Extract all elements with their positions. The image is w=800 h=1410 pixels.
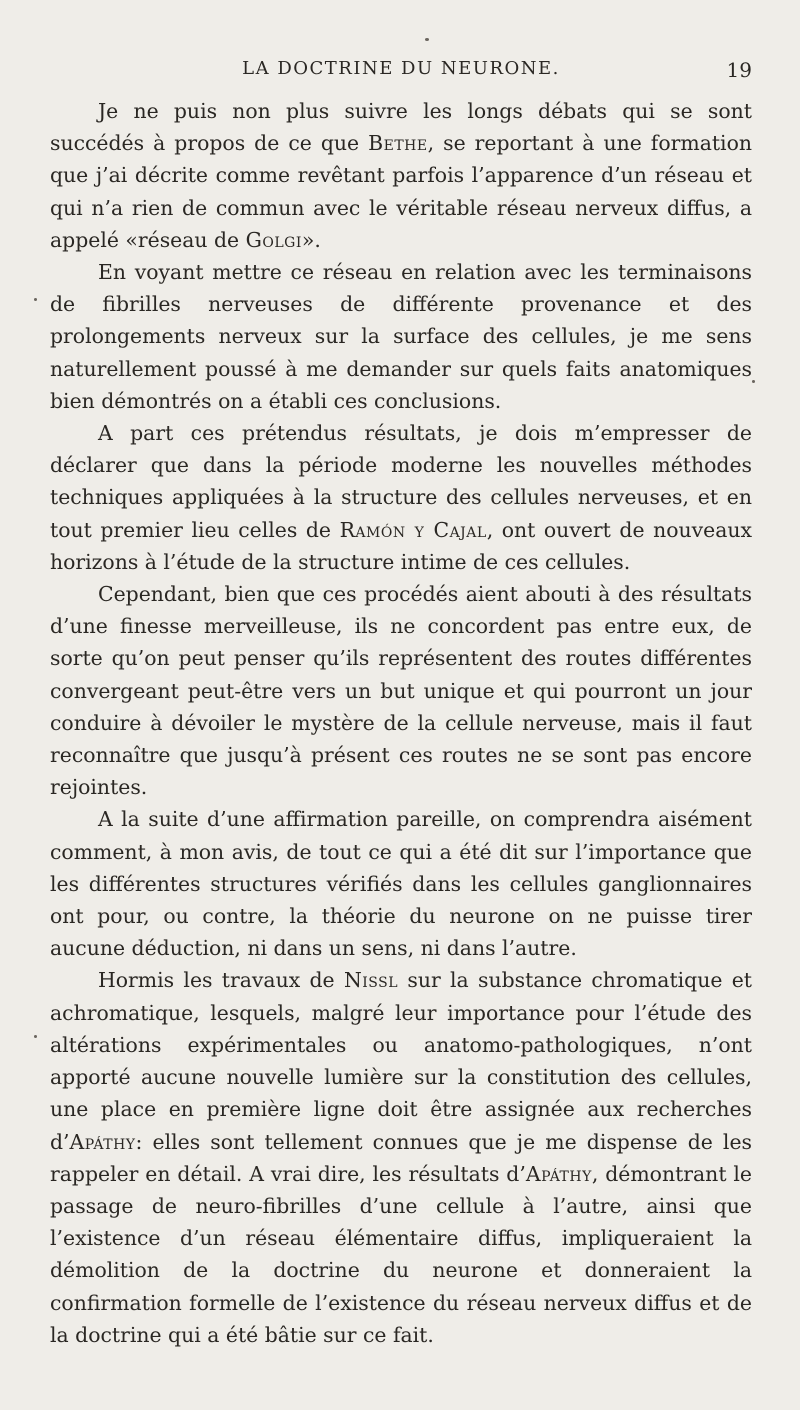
text-segment: , démontrant le passage de neuro-fibrilles d’une cellule à l’autre, ainsi que l’existence d’un réseau élémentaire diffus, impliqueraient la démolition de la doctrine du neurone et donneraient la confirmation formelle de l’existence du réseau nerveux diffus et de la doctrine qui a été bâtie sur ce fait. <box>50 1161 752 1347</box>
text-segment: En voyant mettre ce réseau en relation avec les terminaisons de fibrilles nerveuses de différente provenance et des prolongements nerveux sur la surface des cellules, je me sens naturellement poussé à me demander sur quels faits anatomiques bien démontrés on a établi ces conclusions. <box>50 260 752 413</box>
page-number: 19 <box>726 58 752 82</box>
text-segment: A la suite d’une affirmation pareille, on comprendra aisément comment, à mon avis, de tout ce qui a été dit sur l’importance que les différentes structures vérifiés dans les cellules ganglionnaires ont pour, ou contre, la théorie du neurone on ne puisse tirer aucune déduction, ni dans un sens, ni dans l’autre. <box>50 807 752 961</box>
author-name: Bethe <box>368 131 428 156</box>
scan-speck <box>34 1035 37 1038</box>
paragraph <box>50 95 752 256</box>
paragraph <box>50 417 752 578</box>
text-segment: Cependant, bien que ces procédés aient abouti à des résultats d’une finesse merveilleuse, ils ne concordent pas entre eux, de sorte qu’on peut penser qu’ils représentent des routes différentes convergeant peut-être vers un but unique et qui pourront un jour conduire à dévoiler le mystère de la cellule nerveuse, mais il faut reconnaître que jusqu’à présent ces routes ne se sont pas encore rejointes. <box>50 582 752 800</box>
author-name: Apáthy <box>525 1161 592 1186</box>
scan-speck <box>425 38 429 41</box>
text-segment: ». <box>301 227 321 252</box>
author-name: Apáthy <box>69 1129 136 1154</box>
author-name: Golgi <box>245 227 302 252</box>
paragraph <box>50 256 752 417</box>
scan-speck <box>752 380 755 383</box>
text-segment: , ont ouvert de nouveaux horizons à l’étude de la structure intime de ces cellules. <box>50 517 753 574</box>
page-header <box>50 58 752 90</box>
body-text <box>50 95 752 1351</box>
paragraph <box>50 803 752 964</box>
author-name: Ramón y Cajal <box>339 517 487 542</box>
author-name: Nissl <box>343 968 399 993</box>
text-segment: Hormis les travaux de <box>98 968 344 993</box>
paragraph <box>50 578 752 803</box>
text-segment: : elles sont tellement connues que je me dispense de les rappeler en détail. A vrai dire, les résultats d’ <box>50 1129 752 1186</box>
text-segment: sur la substance chromatique et achromatique, lesquels, malgré leur importance pour l’étude des altérations expérimentales ou anatomo-pathologiques, n’ont apporté aucune nouvelle lumière sur la constitution des cellules, une place en première ligne doit être assignée aux recherches d’ <box>50 968 752 1154</box>
paragraph <box>50 964 752 1350</box>
scan-speck <box>34 298 37 301</box>
text-segment: A part ces prétendus résultats, je dois m’empresser de déclarer que dans la période moderne les nouvelles méthodes techniques appliquées à la structure des cellules nerveuses, et en tout premier lieu celles de <box>50 421 752 542</box>
text-segment: Je ne puis non plus suivre les longs débats qui se sont succédés à propos de ce que <box>50 99 752 156</box>
running-title: LA DOCTRINE DU NEURONE. <box>242 58 560 79</box>
text-segment: , se reportant à une formation que j’ai décrite comme revêtant parfois l’apparence d’un réseau et qui n’a rien de commun avec le véritable réseau nerveux diffus, a appelé «réseau de <box>50 131 752 252</box>
